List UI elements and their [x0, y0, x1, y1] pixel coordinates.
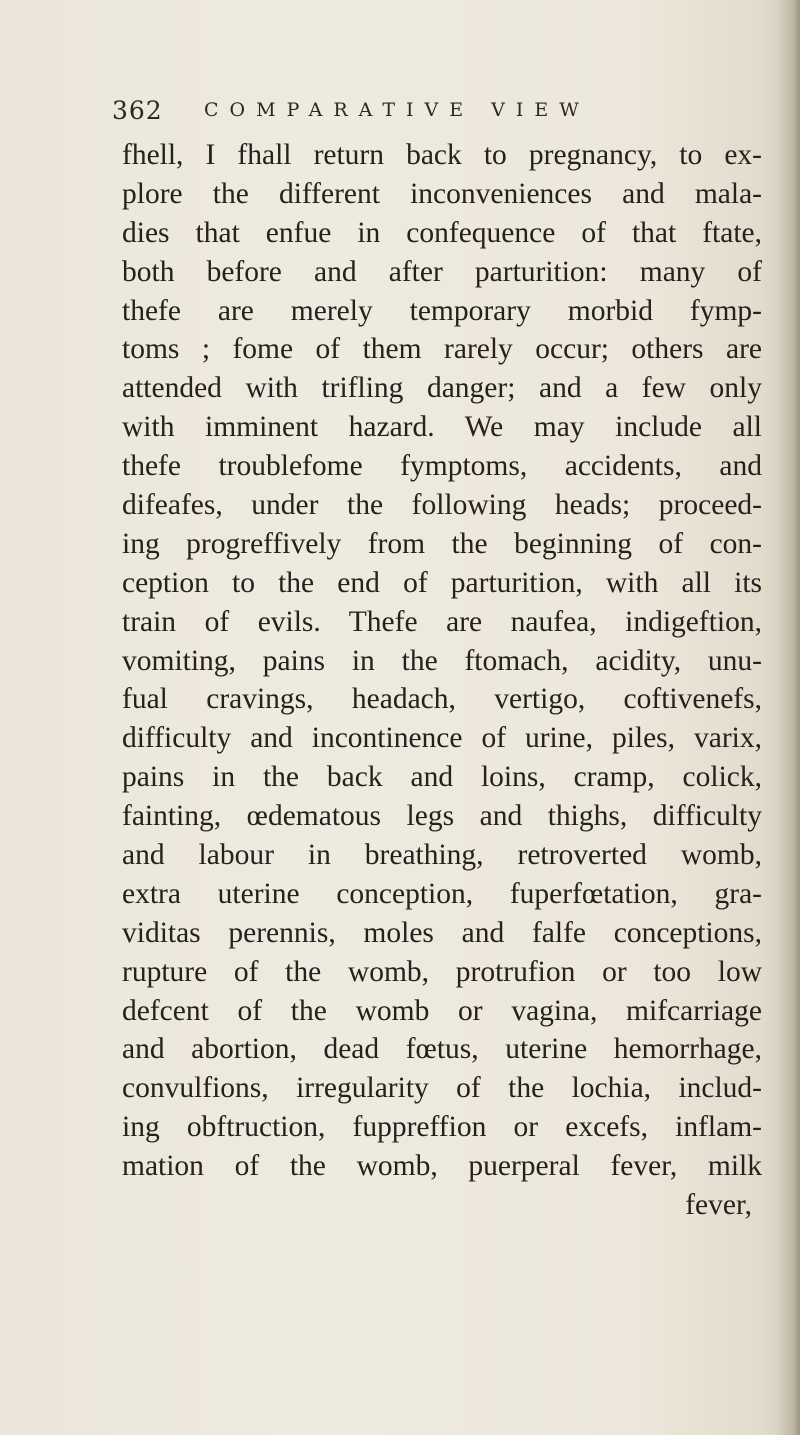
text-line: extra uterine conception, fuperfœtation, gra-	[122, 877, 762, 910]
page-edge-shadow	[778, 0, 800, 1435]
text-line: with imminent hazard. We may include all	[122, 411, 762, 444]
text-line: thefe are merely temporary morbid fymp-	[122, 294, 762, 327]
text-line: ing progreffively from the beginning of con-	[122, 527, 762, 560]
text-line: dies that enfue in confequence of that ftate,	[122, 216, 762, 249]
text-line: pains in the back and loins, cramp, colick,	[122, 761, 762, 794]
text-line: ing obftruction, fuppreffion or excefs, inflam-	[122, 1111, 762, 1144]
page-number: 362	[112, 96, 163, 125]
text-line: toms ; fome of them rarely occur; others are	[122, 333, 762, 366]
text-line: thefe troublefome fymptoms, accidents, and	[122, 450, 762, 483]
text-line: rupture of the womb, protrufion or too low	[122, 955, 762, 988]
text-line: convulfions, irregularity of the lochia, includ-	[122, 1072, 762, 1105]
text-line: attended with trifling danger; and a few only	[122, 372, 762, 405]
running-head	[112, 96, 672, 126]
body-text	[122, 136, 762, 1225]
text-line: fhell, I fhall return back to pregnancy, to ex-	[122, 139, 762, 171]
text-line: plore the different inconveniences and mala-	[122, 177, 762, 210]
catchword: fever,	[685, 1189, 752, 1222]
text-line: ception to the end of parturition, with all its	[122, 566, 762, 599]
text-line: both before and after parturition: many of	[122, 255, 762, 288]
text-line: fainting, œdematous legs and thighs, difficulty	[122, 800, 762, 833]
text-line: and labour in breathing, retroverted womb,	[122, 839, 762, 872]
text-line: mation of the womb, puerperal fever, milk	[122, 1150, 762, 1183]
text-line: viditas perennis, moles and falfe conceptions,	[122, 916, 762, 949]
text-line: train of evils. Thefe are naufea, indigeftion,	[122, 605, 762, 638]
text-line: and abortion, dead fœtus, uterine hemorrhage,	[122, 1033, 762, 1066]
text-line: fual cravings, headach, vertigo, coftivenefs,	[122, 683, 762, 716]
text-line: defcent of the womb or vagina, mifcarriage	[122, 994, 762, 1027]
running-title: COMPARATIVE VIEW	[204, 99, 590, 121]
text-line: vomiting, pains in the ftomach, acidity, unu-	[122, 644, 762, 677]
text-line: difficulty and incontinence of urine, piles, varix,	[122, 722, 762, 755]
text-line: difeafes, under the following heads; proceed-	[122, 489, 762, 522]
